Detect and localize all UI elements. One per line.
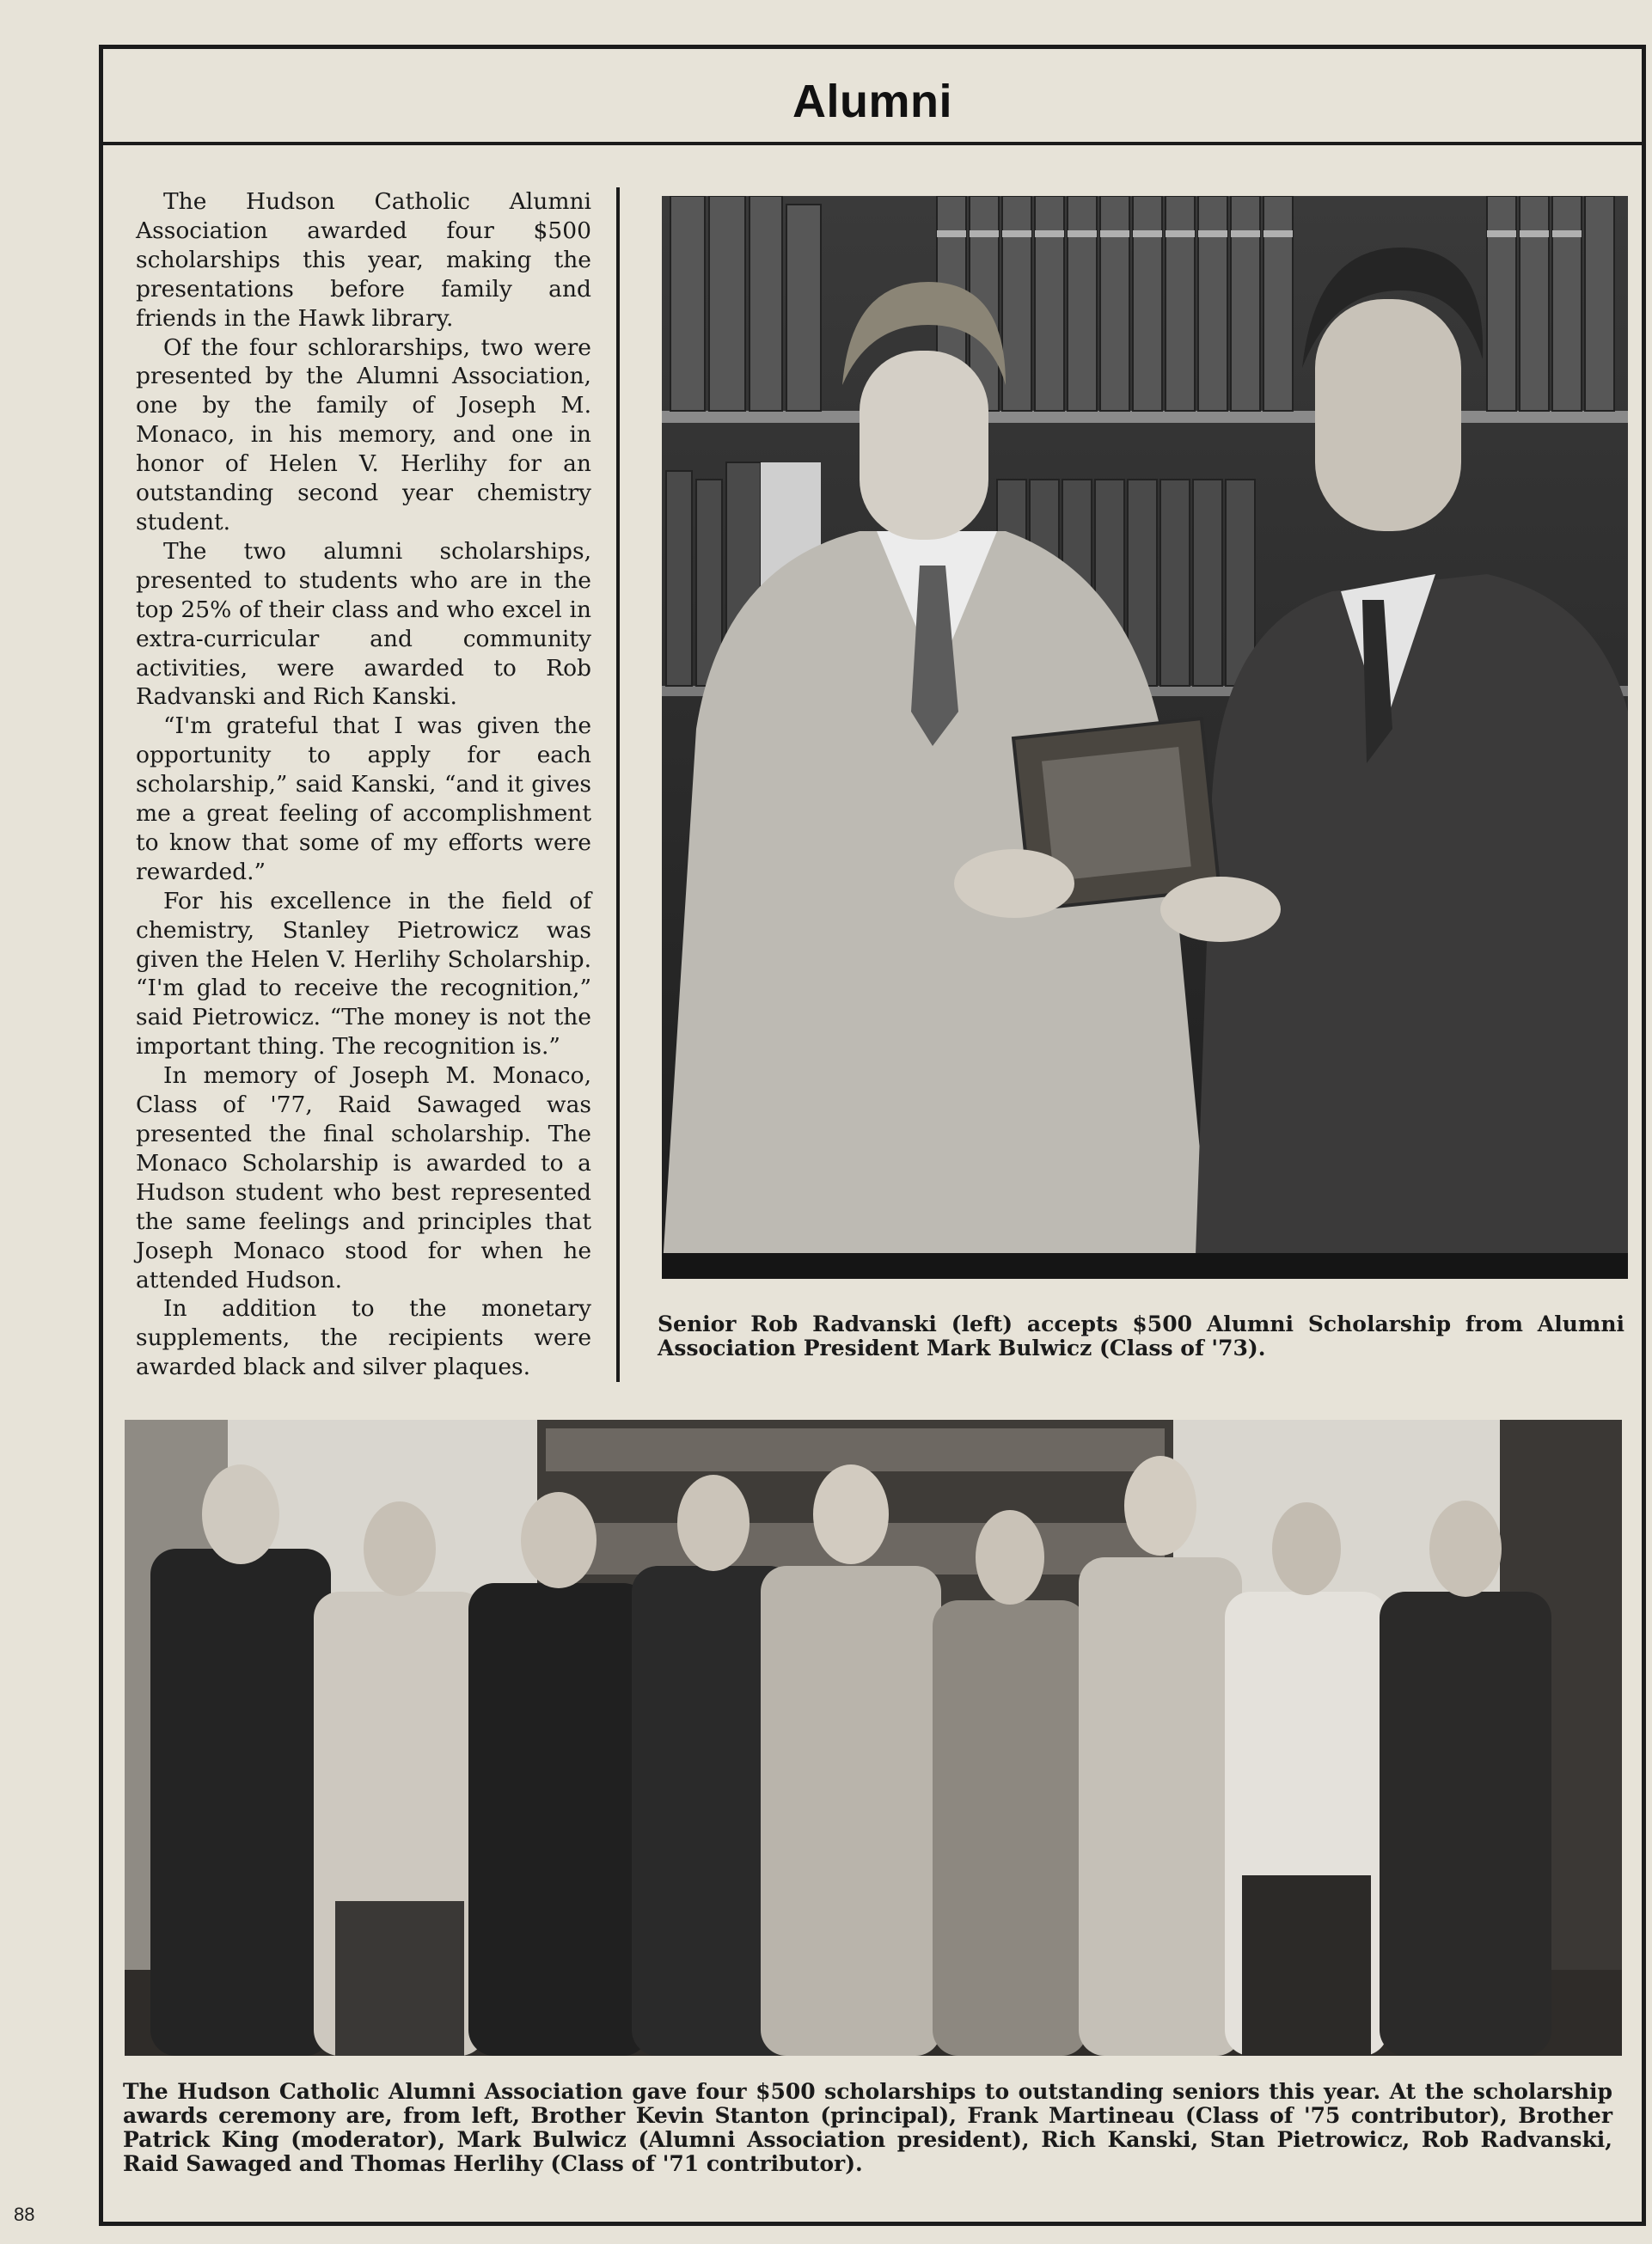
article-body: [136, 187, 591, 1382]
column-rule: [616, 187, 620, 1382]
top-photo-caption: Senior Rob Radvanski (left) accepts $500 Alumni Scholarship from Alumni Association President Mark Bulwicz (Class of '73).: [658, 1312, 1624, 1360]
bottom-photo-image: [125, 1420, 1622, 2056]
top-photo-image: [662, 196, 1628, 1279]
bottom-photo: [125, 1420, 1622, 2056]
article-paragraph: The two alumni scholarships, presented to students who are in the top 25% of their class and who excel in extra-curricular and community activities, were awarded to Rob Radvanski and Rich Kanski.: [136, 537, 591, 711]
page-number: 88: [14, 2204, 35, 2225]
article-paragraph: The Hudson Catholic Alumni Association awarded four $500 scholarships this year, making the presentations before family and friends in the Hawk library.: [136, 188, 591, 332]
page-title: Alumni: [792, 76, 952, 127]
article-paragraph: For his excellence in the field of chemistry, Stanley Pietrowicz was given the Helen V. Herlihy Scholarship. “I'm glad to receive the recognition,” said Pietrowicz. “The money is not the important thing. The recognition is.”: [136, 887, 591, 1061]
article-paragraph: “I'm grateful that I was given the opportunity to apply for each scholarship,” said Kanski, “and it gives me a great feeling of accomplishment to know that some of my efforts were rewarded.”: [136, 712, 591, 885]
article-paragraph: Of the four schlorarships, two were presented by the Alumni Association, one by the family of Joseph M. Monaco, in his memory, and one in honor of Helen V. Herlihy for an outstanding second year chemistry student.: [136, 333, 591, 535]
header-band: [103, 49, 1642, 145]
article-paragraph: In addition to the monetary supplements, the recipients were awarded black and silver plaques.: [136, 1295, 591, 1381]
top-photo: [662, 196, 1628, 1279]
article-paragraph: In memory of Joseph M. Monaco, Class of '77, Raid Sawaged was presented the final scholarship. The Monaco Scholarship is awarded to a Hudson student who best represented the same feelings and principles that Joseph Monaco stood for when he attended Hudson.: [136, 1062, 591, 1293]
bottom-photo-caption: The Hudson Catholic Alumni Association gave four $500 scholarships to outstanding seniors this year. At the scholarship awards ceremony are, from left, Brother Kevin Stanton (principal), Frank Martineau (Class of '75 contributor), Brother Patrick King (moderator), Mark Bulwicz (Alumni Association president), Rich Kanski, Stan Pietrowicz, Rob Radvanski, Raid Sawaged and Thomas Herlihy (Class of '71 contributor).: [123, 2079, 1612, 2176]
